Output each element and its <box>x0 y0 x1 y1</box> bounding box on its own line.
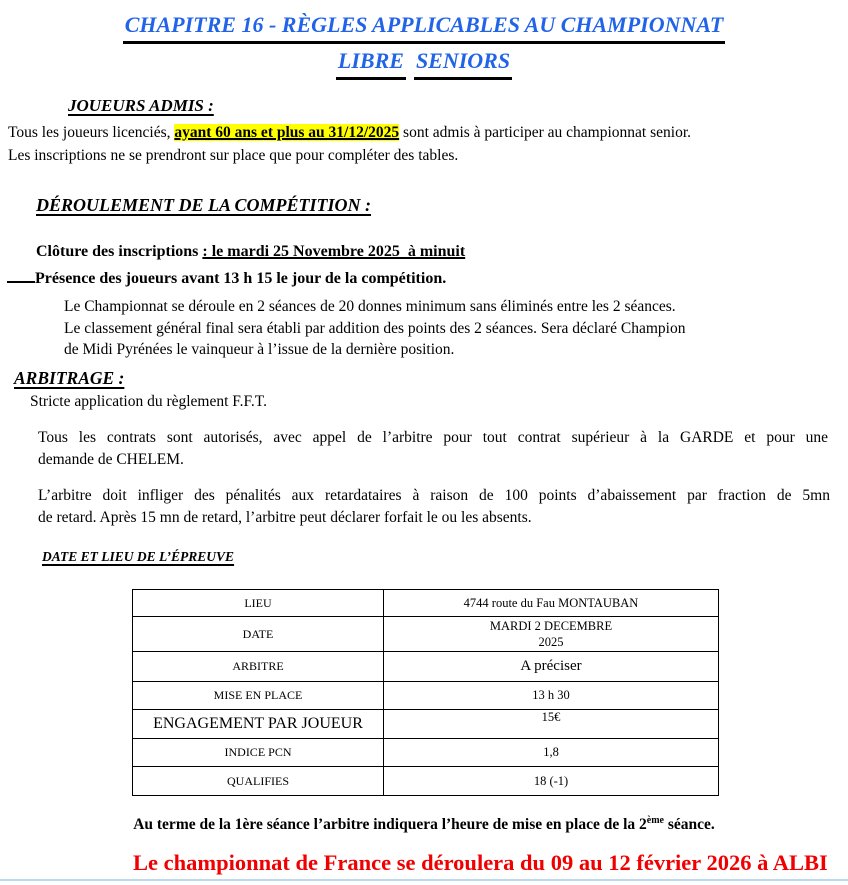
contrats-line1: Tous les contrats sont autorisés, avec appel de l’arbitre pour tout contrat supérieur à la GARDE et pour une <box>38 429 828 446</box>
deroulement-body-line1: Le Championnat se déroule en 2 séances de 20 donnes minimum sans éliminés entre les 2 séances. <box>64 298 676 315</box>
heading-deroulement: DÉROULEMENT DE LA COMPÉTITION : <box>36 195 372 215</box>
penalites-line1: L’arbitre doit infliger des pénalités aux retardataires à raison de 100 points d’abaissement par fraction de 5mn <box>38 487 830 504</box>
table-row <box>133 617 719 652</box>
cloture-value: : le mardi 25 Novembre 2025 à minuit <box>202 243 466 260</box>
deroulement-body-line3: de Midi Pyrénées le vainqueur à l’issue de la dernière position. <box>64 341 455 358</box>
presence-line <box>7 266 446 288</box>
heading-arbitrage: ARBITRAGE : <box>14 368 125 388</box>
note-superscript: ème <box>646 815 664 826</box>
cloture-label: Clôture des inscriptions <box>36 243 203 260</box>
row-engagement-value: 15€ <box>384 710 719 739</box>
deroulement-body-line2: Le classement général final sera établi par addition des points des 2 séances. Sera déclaré Champion <box>64 319 686 337</box>
table <box>132 589 719 796</box>
row-mise-en-place-label: MISE EN PLACE <box>133 682 384 710</box>
row-date-value <box>384 617 719 652</box>
leading-underline <box>7 266 35 283</box>
footer-note <box>0 815 848 834</box>
paragraph-contrats <box>38 427 828 471</box>
presence-text: Présence des joueurs avant 13 h 15 le jour de la compétition. <box>35 270 447 287</box>
paragraph-penalites <box>38 485 830 529</box>
joueurs-text-line2: Les inscriptions ne se prendront sur place que pour compléter des tables. <box>8 147 459 164</box>
note-text-part1: Au terme de la 1ère séance l’arbitre indiquera l’heure de mise en place de la 2 <box>133 816 647 834</box>
row-arbitre-label: ARBITRE <box>133 652 384 682</box>
note-text-part2: séance. <box>664 816 715 834</box>
arbitrage-line1: Stricte application du règlement F.F.T. <box>30 393 267 410</box>
penalites-line2: de retard. Après 15 mn de retard, l’arbitre peut déclarer forfait le ou les absents. <box>38 509 532 526</box>
cloture-line <box>36 243 465 261</box>
row-lieu-label: LIEU <box>133 590 384 617</box>
title-line2-word2: SENIORS <box>414 44 512 80</box>
row-date-label: DATE <box>133 617 384 652</box>
paragraph-deroulement <box>64 296 686 361</box>
table-row <box>133 767 719 796</box>
row-engagement-label: ENGAGEMENT PAR JOUEUR <box>133 710 384 739</box>
table-row <box>133 739 719 767</box>
title-line1: CHAPITRE 16 - RÈGLES APPLICABLES AU CHAMPIONNAT <box>123 8 726 44</box>
row-arbitre-value: A préciser <box>384 652 719 682</box>
table-row <box>133 652 719 682</box>
bottom-divider-line <box>0 879 848 881</box>
title-line2-word1: LIBRE <box>336 44 406 80</box>
table-row <box>133 710 719 739</box>
championnat-france-announcement: Le championnat de France se déroulera du 09 au 12 février 2026 à ALBI <box>133 850 828 875</box>
joueurs-highlighted-text: ayant 60 ans et plus au 31/12/2025 <box>174 124 400 141</box>
paragraph-joueurs-admis <box>8 121 844 167</box>
row-lieu-value: 4744 route du Fau MONTAUBAN <box>384 590 719 617</box>
row-indice-pcn-label: INDICE PCN <box>133 739 384 767</box>
event-details-table <box>132 589 719 796</box>
table-row <box>133 682 719 710</box>
joueurs-text-before: Tous les joueurs licenciés, <box>8 124 175 141</box>
contrats-line2: demande de CHELEM. <box>38 451 184 468</box>
document-title <box>0 8 848 80</box>
row-qualifies-label: QUALIFIES <box>133 767 384 796</box>
date-value-line2: 2025 <box>538 635 564 649</box>
row-qualifies-value: 18 (-1) <box>384 767 719 796</box>
date-value-line1: MARDI 2 DECEMBRE <box>489 619 613 633</box>
row-indice-pcn-value: 1,8 <box>384 739 719 767</box>
row-mise-en-place-value: 13 h 30 <box>384 682 719 710</box>
joueurs-text-after: sont admis à participer au championnat senior. <box>399 124 692 141</box>
heading-date-lieu: DATE ET LIEU DE L’ÉPREUVE <box>42 549 235 564</box>
heading-joueurs-admis: JOUEURS ADMIS : <box>68 96 214 115</box>
table-row <box>133 590 719 617</box>
